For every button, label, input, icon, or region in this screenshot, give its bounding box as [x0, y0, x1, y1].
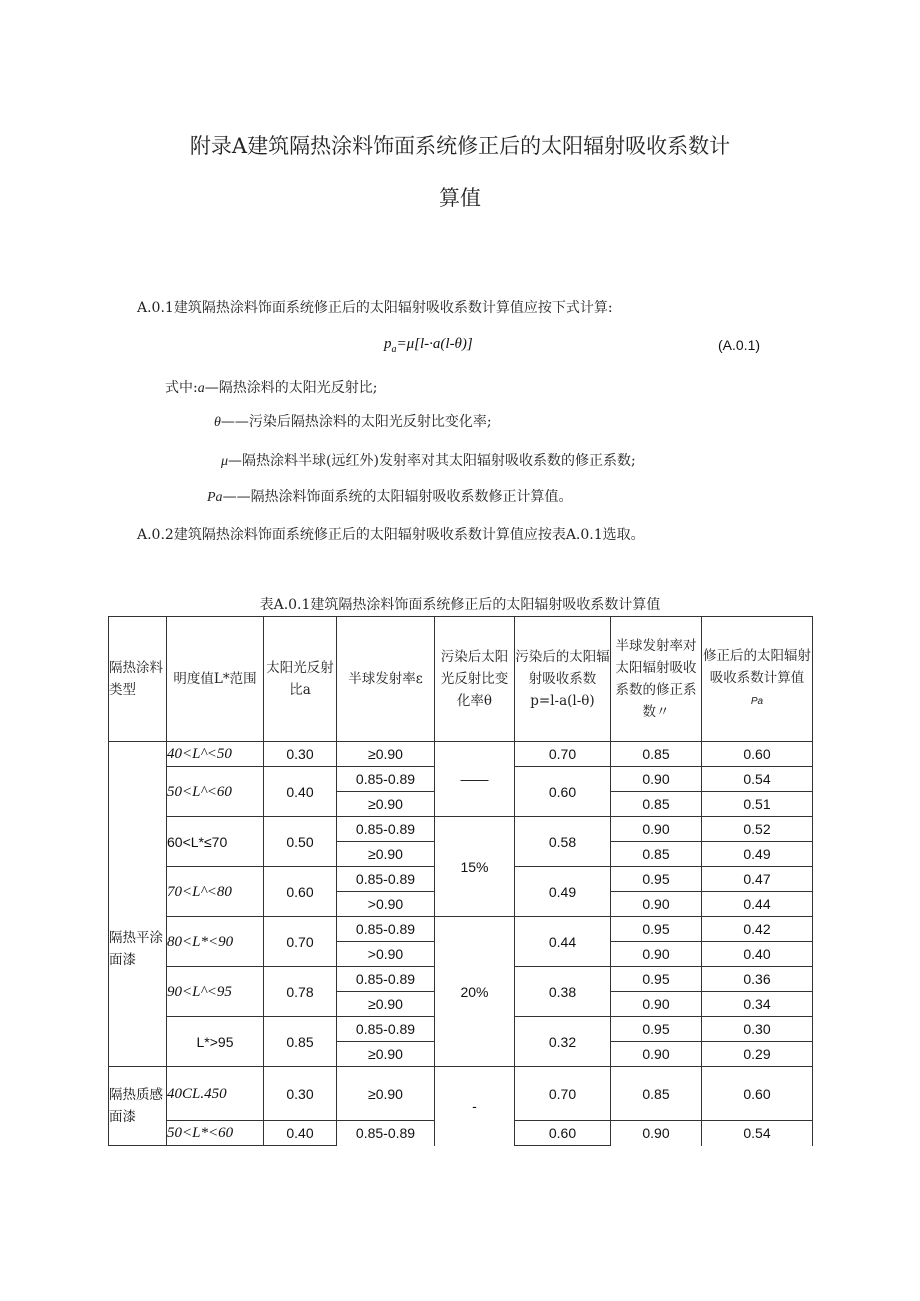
- mu-cell: 0.95: [611, 867, 702, 892]
- pa-cell: 0.54: [702, 767, 813, 792]
- symbol-a: a: [197, 381, 205, 396]
- emit-cell: ≥0.90: [337, 1042, 435, 1067]
- emit-cell: ≥0.90: [337, 742, 435, 767]
- range-cell: 70<L^<80: [167, 867, 264, 917]
- section-a01-text: A.0.1建筑隔热涂料饰面系统修正后的太阳辐射吸收系数计算值应按下式计算:: [137, 300, 613, 316]
- header-theta: 污染后太阳光反射比变化率θ: [435, 617, 515, 742]
- reflect-cell: 0.50: [264, 817, 337, 867]
- reflect-cell: 0.78: [264, 967, 337, 1017]
- mu-cell: 0.90: [611, 942, 702, 967]
- emit-cell: 0.85-0.89: [337, 1017, 435, 1042]
- pa-cell: 0.34: [702, 992, 813, 1017]
- pa-cell: 0.44: [702, 892, 813, 917]
- pa-cell: 0.30: [702, 1017, 813, 1042]
- pa-cell: 0.52: [702, 817, 813, 842]
- reflect-cell: 0.60: [264, 867, 337, 917]
- header-pa-label: 修正后的太阳辐射吸收系数计算值: [703, 648, 811, 686]
- definition-a: [165, 377, 377, 397]
- definition-text: 隔热涂料的太阳光反射比;: [218, 380, 378, 396]
- definition-text: 污染后隔热涂料的太阳光反射比变化率;: [248, 414, 492, 430]
- emit-cell: 0.85-0.89: [337, 967, 435, 992]
- symbol-theta: θ: [214, 415, 221, 430]
- table-row: [109, 742, 813, 767]
- theta-cell: -: [435, 1067, 515, 1146]
- mu-cell: 0.85: [611, 792, 702, 817]
- theta-cell: ——: [435, 742, 515, 817]
- mu-cell: 0.95: [611, 917, 702, 942]
- reflect-cell: 0.30: [264, 742, 337, 767]
- header-p: 污染后的太阳辐射吸收系数p=l-a(l-θ): [515, 617, 611, 742]
- reflect-cell: 0.40: [264, 767, 337, 817]
- range-cell: L*>95: [167, 1017, 264, 1067]
- p-cell: 0.70: [515, 1067, 611, 1121]
- header-range: 明度值L*范围: [167, 617, 264, 742]
- definition-sep: —: [204, 380, 219, 396]
- header-reflect: 太阳光反射比a: [264, 617, 337, 742]
- emit-cell: ≥0.90: [337, 1067, 435, 1121]
- definition-theta: [214, 411, 492, 431]
- mu-cell: 0.85: [611, 1067, 702, 1121]
- table-row: [109, 917, 813, 942]
- pa-cell: 0.47: [702, 867, 813, 892]
- table-row: [109, 817, 813, 842]
- emit-cell: ≥0.90: [337, 992, 435, 1017]
- pa-cell: 0.54: [702, 1121, 813, 1146]
- reflect-cell: 0.40: [264, 1121, 337, 1146]
- mu-cell: 0.90: [611, 767, 702, 792]
- p-cell: 0.32: [515, 1017, 611, 1067]
- p-cell: 0.38: [515, 967, 611, 1017]
- emit-cell: 0.85-0.89: [337, 867, 435, 892]
- range-cell: 80<L*<90: [167, 917, 264, 967]
- pa-cell: 0.49: [702, 842, 813, 867]
- p-cell: 0.70: [515, 742, 611, 767]
- definition-pa: [207, 486, 573, 506]
- definition-sep: ——: [220, 414, 249, 430]
- p-cell: 0.60: [515, 1121, 611, 1146]
- definition-text: 隔热涂料饰面系统的太阳辐射吸收系数修正计算值。: [250, 489, 573, 505]
- formula: $p_a=\mu[l-\cdot a(l-\theta)]$: [384, 336, 473, 355]
- section-a02-text: A.0.2建筑隔热涂料饰面系统修正后的太阳辐射吸收系数计算值应按表A.0.1选取。: [137, 527, 645, 543]
- pa-cell: 0.40: [702, 942, 813, 967]
- mu-cell: 0.90: [611, 1042, 702, 1067]
- pa-cell: 0.36: [702, 967, 813, 992]
- definition-mu: [221, 450, 636, 470]
- reflect-cell: 0.85: [264, 1017, 337, 1067]
- theta-cell: 20%: [435, 917, 515, 1067]
- emit-cell: ≥0.90: [337, 842, 435, 867]
- header-emit: 半球发射率ε: [337, 617, 435, 742]
- table-caption: 表A.0.1建筑隔热涂料饰面系统修正后的太阳辐射吸收系数计算值: [259, 597, 661, 613]
- mu-cell: 0.90: [611, 817, 702, 842]
- p-cell: 0.49: [515, 867, 611, 917]
- coefficient-table: [108, 616, 813, 1146]
- pa-cell: 0.29: [702, 1042, 813, 1067]
- mu-cell: 0.90: [611, 992, 702, 1017]
- mu-cell: 0.85: [611, 842, 702, 867]
- reflect-cell: 0.70: [264, 917, 337, 967]
- definition-text: 隔热涂料半球(远红外)发射率对其太阳辐射吸收系数的修正系数;: [242, 453, 636, 469]
- emit-cell: 0.85-0.89: [337, 1121, 435, 1146]
- p-cell: 0.60: [515, 767, 611, 817]
- p-cell: 0.58: [515, 817, 611, 867]
- emit-cell: >0.90: [337, 942, 435, 967]
- p-cell: 0.44: [515, 917, 611, 967]
- range-cell: 40<L^<50: [167, 742, 264, 767]
- header-pa-sub: Pa: [750, 696, 764, 707]
- table-row: [109, 1067, 813, 1121]
- where-label: 式中:: [165, 380, 198, 396]
- pa-cell: 0.51: [702, 792, 813, 817]
- range-cell: 90<L^<95: [167, 967, 264, 1017]
- symbol-pa: Pa: [207, 490, 223, 505]
- reflect-cell: 0.30: [264, 1067, 337, 1121]
- page-title-line2: 算值: [439, 186, 481, 210]
- header-mu: 半球发射率对太阳辐射吸收系数的修正系数〃: [611, 617, 702, 742]
- emit-cell: ≥0.90: [337, 792, 435, 817]
- mu-cell: 0.95: [611, 1017, 702, 1042]
- header-pa: [702, 617, 813, 742]
- range-cell: 50<L*<60: [167, 1121, 264, 1146]
- mu-cell: 0.85: [611, 742, 702, 767]
- table-header-row: [109, 617, 813, 742]
- mu-cell: 0.90: [611, 892, 702, 917]
- header-type: 隔热涂料类型: [109, 617, 167, 742]
- theta-cell: 15%: [435, 817, 515, 917]
- type-cell: 隔热平涂面漆: [109, 742, 167, 1067]
- definition-sep: ——: [222, 489, 251, 505]
- definition-sep: —: [228, 453, 243, 469]
- emit-cell: 0.85-0.89: [337, 817, 435, 842]
- mu-cell: 0.95: [611, 967, 702, 992]
- range-cell: 60<L*≤70: [167, 817, 264, 867]
- range-cell: 40CL.450: [167, 1067, 264, 1121]
- pa-cell: 0.60: [702, 1067, 813, 1121]
- page-title-line1: 附录A建筑隔热涂料饰面系统修正后的太阳辐射吸收系数计: [189, 134, 731, 158]
- type-cell: 隔热质感面漆: [109, 1067, 167, 1146]
- emit-cell: >0.90: [337, 892, 435, 917]
- formula-number: (A.0.1): [718, 337, 761, 353]
- emit-cell: 0.85-0.89: [337, 767, 435, 792]
- pa-cell: 0.42: [702, 917, 813, 942]
- symbol-mu: μ: [221, 454, 229, 469]
- mu-cell: 0.90: [611, 1121, 702, 1146]
- range-cell: 50<L^<60: [167, 767, 264, 817]
- emit-cell: 0.85-0.89: [337, 917, 435, 942]
- pa-cell: 0.60: [702, 742, 813, 767]
